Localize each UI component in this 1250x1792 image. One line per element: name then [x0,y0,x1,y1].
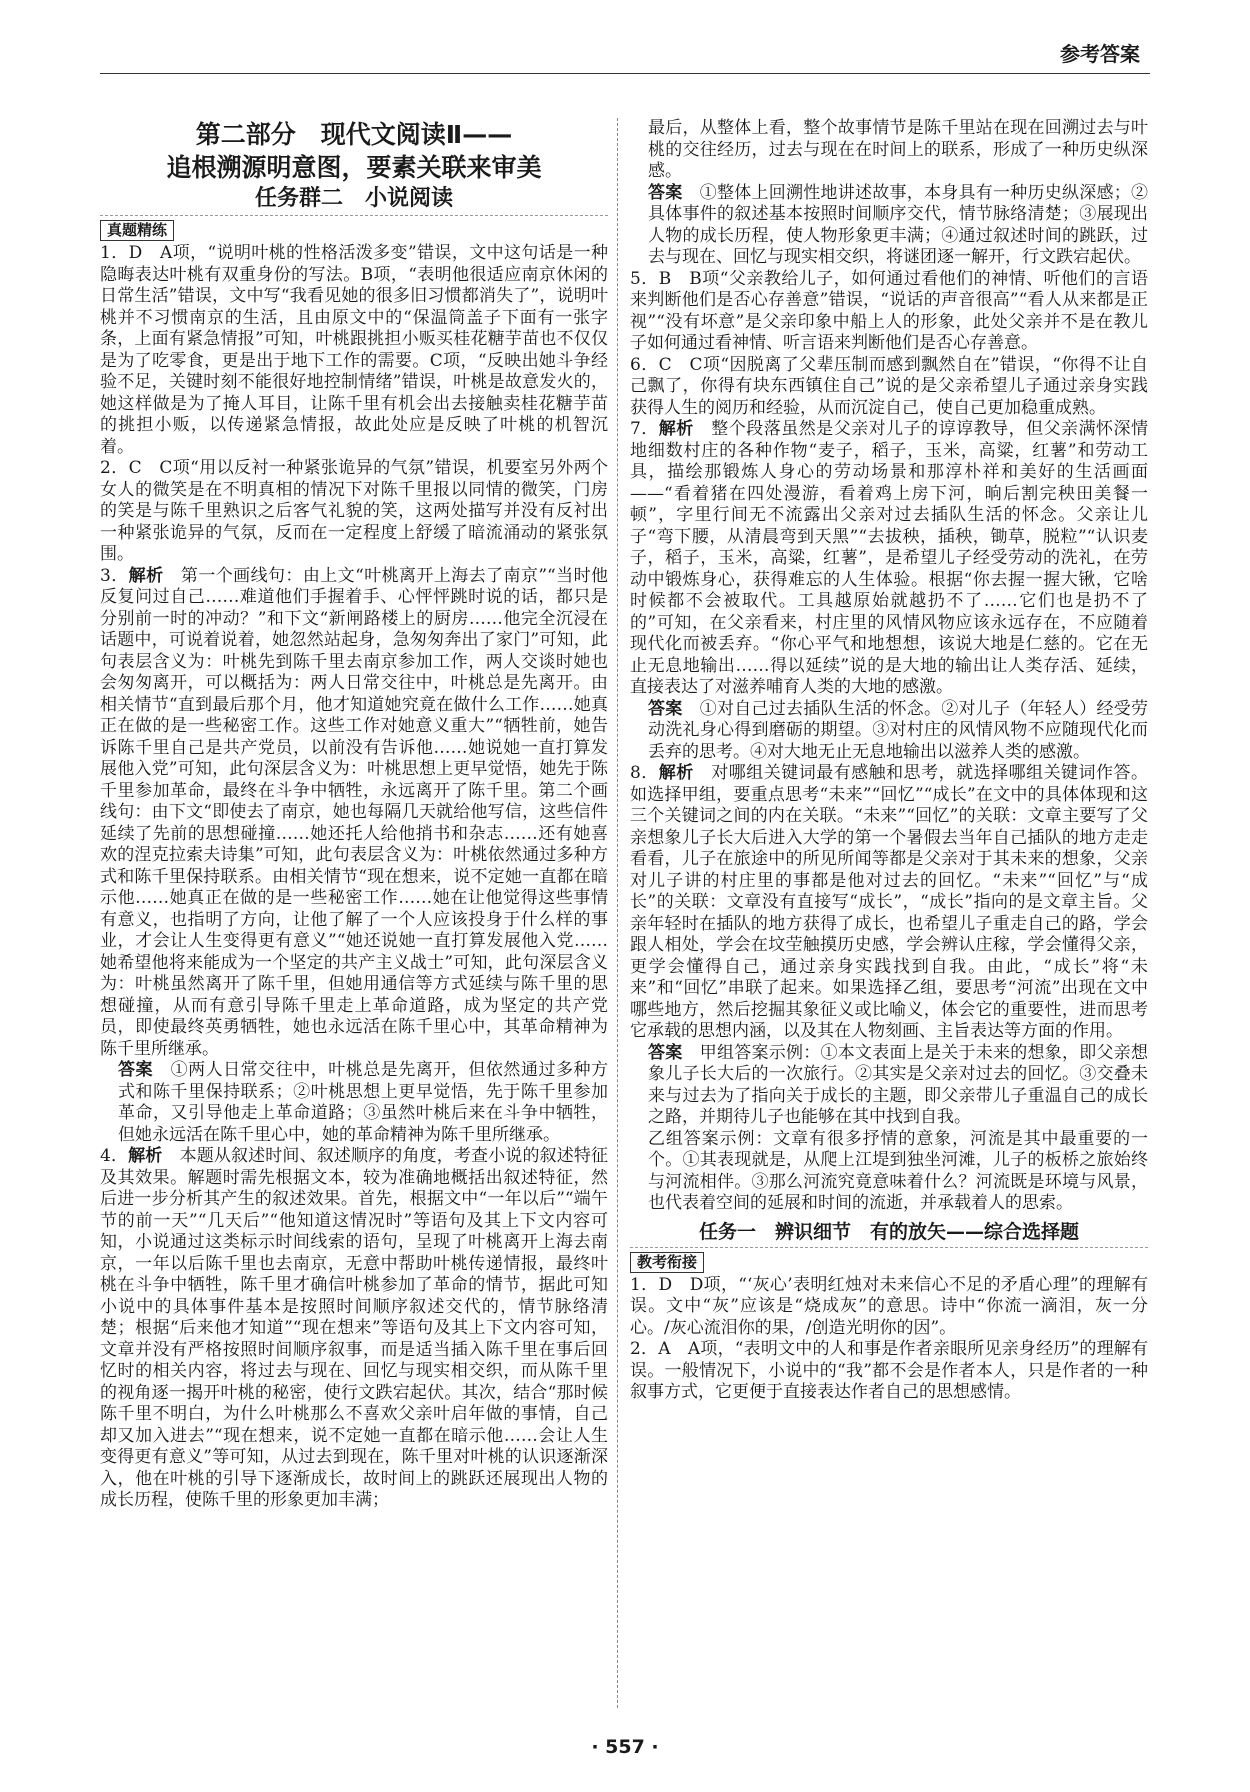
analysis-label: 解析 [128,1146,163,1166]
section-rule [100,215,608,216]
answer-q7: 7．解析 整个段落虽然是父亲对儿子的谆谆教导，但父亲满怀深情地细数村庄的各种作物“麦子，稻子，玉米，高粱，红薯”和劳动工具，描绘那锻炼人身心的劳动场景和那淳朴祥和美好的生活画面——“看着猪在四处漫游，看着鸡上房下河，晌后割完秧田美餐一顿”，字里行间无不流露出父亲对过去插队生活的怀念。父亲让儿子“弯下腰，从清晨弯到天黑”“去拔秧，插秧，锄草，脱粒”“认识麦子，稻子，玉米，高粱，红薯”，是希望儿子经受劳动的洗礼，在劳动中锻炼身心，获得难忘的人生体验。根据“你去握一握大锹，它啥时候都不会被取代。工具越原始就越扔不了……它们也是扔不了的”可知，在父亲看来，村庄里的风情风物应该永远存在，不应随着现代化而被丢弃。“你心平气和地想想，该说大地是仁慈的。它在无止无息地输出……得以延续”说的是大地的输出让人类存活、延续，直接表达了对滋养哺育人类的大地的感激。 [630,419,1149,697]
analysis-text: 第一个画线句：由上文“叶桃离开上海去了南京”“当时他反复问过自己……难道他们手握着手、心怦怦跳时说的话，都只是分别前一时的冲动？”和下文“新闸路楼上的厨房……他完全沉浸在话题中，可说着说着，她忽然站起身，急匆匆奔出了家门”可知，此句表层含义为：叶桃先到陈千里去南京参加工作，两人交谈时她也会匆匆离开，可以概括为：两人日常交往中，叶桃总是先离开。由相关情节“直到最后那个月，他才知道她究竟在做什么工作……她真正在做的是一些秘密工作。这些工作对她意义重大”“牺牲前，她告诉陈千里自己是共产党员，以前没有告诉他……她说她一直打算发展他入党”可知，此句深层含义为：叶桃思想上更早觉悟，她先于陈千里参加革命，最终在斗争中牺牲，永远离开了陈千里。第二个画线句：由下文“即使去了南京，她也每隔几天就给他写信，这些信件延续了先前的思想碰撞……她还托人给他捎书和杂志……还有她喜欢的涅克拉索夫诗集”可知，此句表层含义为：叶桃依然通过多种方式和陈千里保持联系。由相关情节“现在想来，说不定她一直都在暗示他……她真正在做的是一些秘密工作……她在让他觉得这些事情有意义，也指明了方向，让他了解了一个人应该投身于什么样的事业，才会让人生变得更有意义”“她还说她一直打算发展他入党……她希望他将来能成为一个坚定的共产主义战士”可知，此句深层含义为：叶桃虽然离开了陈千里，但她用通信等方式延续与陈千里的思想碰撞，从而有意引导陈千里走上革命道路，成为坚定的共产党员，即使最终英勇牺牲，她也永远活在陈千里心中，其革命精神为陈千里所继承。 [100,565,609,1059]
task-heading: 任务一 辨识细节 有的放矢——综合选择题 [698,1220,1079,1243]
answer-label: 答案 [648,1042,683,1063]
answer-label: 答案 [648,182,683,203]
title-line-2: 追根溯源明意图，要素关联来审美 [166,153,542,182]
answer-text: ①两人日常交往中，叶桃总是先离开，但依然通过多种方式和陈千里保持联系；②叶桃思想上更早觉悟，先于陈千里参加革命，又引导他走上革命道路；③虽然叶桃后来在斗争中牺牲，但她永远活在陈千里心中，她的革命精神为陈千里所继承。 [118,1060,609,1145]
answer-label: 答案 [118,1060,154,1080]
answer-q4: 4．解析 本题从叙述时间、叙述顺序的角度，考查小说的叙述特征及其效果。解题时需先根据文本，较为准确地概括出叙述特征，然后进一步分析其产生的叙述效果。首先，根据文中“一年以后”“端午节的前一天”“几天后”“他知道这情况时”等语句及其上下文内容可知，小说通过这类标示时间线索的语句，呈现了叶桃离开上海去南京，一年以后陈千里也去南京，无意中帮助叶桃传递情报，最终叶桃在斗争中牺牲，陈千里才确信叶桃参加了革命的情节，据此可知小说中的具体事件基本是按照时间顺序叙述交代的，情节脉络清楚；根据“后来他才知道”“现在想来”等语句及其上下文内容可知，文章并没有严格按照时间顺序叙事，而是适当插入陈千里在事后回忆时的相关内容，将过去与现在、回忆与现实相交织，而从陈千里的视角逐一揭开叶桃的秘密，使行文跌宕起伏。其次，结合“那时候陈千里不明白，为什么叶桃那么不喜欢父亲叶启年做的事情，自己却又加入进去”“现在想来，说不定她一直都在暗示他……会让人生变得更有意义”等可知，从过去到现在，陈千里对叶桃的认识逐渐深入，他在叶桃的引导下逐渐成长，故时间上的跳跃还展现出人物的成长历程，使陈千里的形象更加丰满； [100,1146,609,1510]
answer-q8: 8．解析 对哪组关键词最有感触和思考，就选择哪组关键词作答。如选择甲组，要重点思考“未来”“回忆”“成长”在文中的具体体现和这三个关键词之间的内在关联。“未来”“回忆”的关联：文章主要写了父亲想象儿子长大后进入大学的第一个暑假去当年自己插队的地方走走看看，儿子在旅途中的所见所闻等都是父亲对于其未来的想象，父亲对儿子讲的村庄里的事都是他对过去的回忆。“未来”“回忆”与“成长”的关联：文章没有直接写“成长”，“成长”指向的是文章主旨。父亲年轻时在插队的地方获得了成长，也希望儿子重走自己的路，学会跟人相处，学会在坟茔触摸历史感，学会辨认庄稼，学会懂得父亲，更学会懂得自己，通过亲身实践找到自我。由此，“成长”将“未来”和“回忆”串联了起来。如果选择乙组，要思考“河流”出现在文中哪些地方，然后挖掘其象征义或比喻义，体会它的重要性，进而思考它承载的思想内涵，以及其在人物刻画、主旨表达等方面的作用。 [630,763,1149,1041]
column-divider [617,118,618,1708]
answer-q3-key [100,1060,608,1146]
answer-q4-cont: 最后，从整体上看，整个故事情节是陈千里站在现在回溯过去与叶桃的交往经历，过去与现在在时间上的联系，形成了一种历史纵深感。 [648,118,1148,181]
box-label-teaching: 教考衔接 [630,1252,704,1273]
answer-text: ①整体上回溯性地讲述故事，本身具有一种历史纵深感；②具体事件的叙述基本按照时间顺序交代，情节脉络清楚；③展现出人物的成长历程，使人物形象更丰满；④通过叙述时间的跳跃，过去与现在、回忆与现实相交织，将谜团逐一解开，行文跌宕起伏。 [648,182,1148,267]
title-line-1: 第二部分 现代文阅读Ⅱ—— [195,120,513,149]
header-tag: 参考答案 [1060,42,1140,66]
analysis-text: 对哪组关键词最有感触和思考，就选择哪组关键词作答。如选择甲组，要重点思考“未来”“回忆”“成长”在文中的具体体现和这三个关键词之间的内在关联。“未来”“回忆”的关联：文章主要写了父亲想象儿子长大后进入大学的第一个暑假去当年自己插队的地方走走看看，儿子在旅途中的所见所闻等都是父亲对于其未来的想象，父亲对儿子讲的村庄里的事都是他对过去的回忆。“未来”“回忆”与“成长”的关联：文章没有直接写“成长”，“成长”指向的是文章主旨。父亲年轻时在插队的地方获得了成长，也希望儿子重走自己的路，学会跟人相处，学会在坟茔触摸历史感，学会辨认庄稼，学会懂得父亲，更学会懂得自己，通过亲身实践找到自我。由此，“成长”将“未来”和“回忆”串联了起来。如果选择乙组，要思考“河流”出现在文中哪些地方，然后挖掘其象征义或比喻义，体会它的重要性，进而思考它承载的思想内涵，以及其在人物刻画、主旨表达等方面的作用。 [630,763,1149,1041]
analysis-label: 解析 [658,419,694,439]
analysis-label: 解析 [128,565,164,586]
answer-t1: 1．D D项，“‘灰心’表明红烛对未来信心不足的矛盾心理”的理解有误。文中“灰”应该是“烧成灰”的意思。诗中“你流一滴泪，灰一分心。/灰心流泪你的果，/创造光明你的因”。 [630,1274,1148,1338]
answer-q3: 3．解析 第一个画线句：由上文“叶桃离开上海去了南京”“当时他反复问过自己……难道他们手握着手、心怦怦跳时说的话，都只是分别前一时的冲动？”和下文“新闸路楼上的厨房……他完全沉浸在话题中，可说着说着，她忽然站起身，急匆匆奔出了家门”可知，此句表层含义为：叶桃先到陈千里去南京参加工作，两人交谈时她也会匆匆离开，可以概括为：两人日常交往中，叶桃总是先离开。由相关情节“直到最后那个月，他才知道她究竟在做什么工作……她真正在做的是一些秘密工作。这些工作对她意义重大”“牺牲前，她告诉陈千里自己是共产党员，以前没有告诉他……她说她一直打算发展他入党”可知，此句深层含义为：叶桃思想上更早觉悟，她先于陈千里参加革命，最终在斗争中牺牲，永远离开了陈千里。第二个画线句：由下文“即使去了南京，她也每隔几天就给他写信，这些信件延续了先前的思想碰撞……她还托人给他捎书和杂志……还有她喜欢的涅克拉索夫诗集”可知，此句表层含义为：叶桃依然通过多种方式和陈千里保持联系。由相关情节“现在想来，说不定她一直都在暗示他……她真正在做的是一些秘密工作……她在让他觉得这些事情有意义，也指明了方向，让他了解了一个人应该投身于什么样的事业，才会让人生变得更有意义”“她还说她一直打算发展他入党……她希望他将来能成为一个坚定的共产主义战士”可知，此句深层含义为：叶桃虽然离开了陈千里，但她用通信等方式延续与陈千里的思想碰撞，从而有意引导陈千里走上革命道路，成为坚定的共产党员，即使最终英勇牺牲，她也永远活在陈千里心中，其革命精神为陈千里所继承。 [100,565,609,1059]
analysis-text: 整个段落虽然是父亲对儿子的谆谆教导，但父亲满怀深情地细数村庄的各种作物“麦子，稻子，玉米，高粱，红薯”和劳动工具，描绘那锻炼人身心的劳动场景和那淳朴祥和美好的生活画面——“看着猪在四处漫游，看着鸡上房下河，晌后割完秧田美餐一顿”，字里行间无不流露出父亲对过去插队生活的怀念。父亲让儿子“弯下腰，从清晨弯到天黑”“去拔秧，插秧，锄草，脱粒”“认识麦子，稻子，玉米，高粱，红薯”，是希望儿子经受劳动的洗礼，在劳动中锻炼身心，获得难忘的人生体验。根据“你去握一握大锹，它啥时候都不会被取代。工具越原始就越扔不了……它们也是扔不了的”可知，在父亲看来，村庄里的风情风物应该永远存在，不应随着现代化而被丢弃。“你心平气和地想想，该说大地是仁慈的。它在无止无息地输出……得以延续”说的是大地的输出让人类存活、延续，直接表达了对滋养哺育人类的大地的感激。 [630,419,1149,697]
answer-text: 甲组答案示例：①本文表面上是关于未来的想象，即父亲想象儿子长大后的一次旅行。②其实是父亲对过去的回忆。③交叠未来与过去为了指向关于成长的主题，即父亲带儿子重温自己的成长之路，并期待儿子也能够在其中找到自我。 [648,1042,1148,1127]
title-line-3: 任务群二 小说阅读 [254,186,453,211]
answer-text: ①对自己过去插队生活的怀念。②对儿子（年轻人）经受劳动洗礼身心得到磨砺的期望。③对村庄的风情风物不应随现代化而丢弃的思考。④对大地无止无息地输出以滋养人类的感激。 [648,698,1148,762]
answer-q4-key [630,183,1148,269]
answer-q2: 2．C C项“用以反衬一种紧张诡异的气氛”错误，机要室另外两个女人的微笑是在不明真相的情况下对陈千里报以同情的微笑，门房的笑是与陈千里熟识之后客气礼貌的笑，这两处描写并没有反衬出一种紧张诡异的气氛，反而在一定程度上舒缓了暗流涌动的紧张氛围。 [100,458,608,564]
answer-q6: 6．C C项“因脱离了父辈压制而感到飘然自在”错误，“你得不让自己飘了，你得有块东西镇住自己”说的是父亲希望儿子通过亲身实践获得人生的阅历和经验，从而沉淀自己，使自己更加稳重成熟。 [630,354,1148,418]
right-column [630,118,1148,1404]
section-title [100,118,608,213]
answer-label: 答案 [648,698,683,719]
answer-q8-key-a [630,1043,1148,1129]
page-number: · 557 · [591,1736,659,1758]
task-rule [630,1247,1148,1248]
left-column [100,118,608,1512]
section-label: 真题精练 [100,220,174,241]
answer-t2: 2．A A项，“表明文中的人和事是作者亲眼所见亲身经历”的理解有误。一般情况下，小说中的“我”都不会是作者本人，只是作者的一种叙事方式，它更便于直接表达作者自己的思想感情。 [630,1339,1148,1402]
answer-q8-key-b: 乙组答案示例：文章有很多抒情的意象，河流是其中最重要的一个。①其表现就是，从爬上江堤到独坐河滩，儿子的板桥之旅始终与河流相伴。③那么河流究竟意味着什么？河流既是环境与风景，也代表着空间的延展和时间的流逝，并承载着人的思索。 [648,1128,1148,1213]
analysis-label: 解析 [658,763,694,783]
analysis-text: 本题从叙述时间、叙述顺序的角度，考查小说的叙述特征及其效果。解题时需先根据文本，较为准确地概括出叙述特征，然后进一步分析其产生的叙述效果。首先，根据文中“一年以后”“端午节的前一天”“几天后”“他知道这情况时”等语句及其上下文内容可知，小说通过这类标示时间线索的语句，呈现了叶桃离开上海去南京，一年以后陈千里也去南京，无意中帮助叶桃传递情报，最终叶桃在斗争中牺牲，陈千里才确信叶桃参加了革命的情节，据此可知小说中的具体事件基本是按照时间顺序叙述交代的，情节脉络清楚；根据“后来他才知道”“现在想来”等语句及其上下文内容可知，文章并没有严格按照时间顺序叙事，而是适当插入陈千里在事后回忆时的相关内容，将过去与现在、回忆与现实相交织，而从陈千里的视角逐一揭开叶桃的秘密，使行文跌宕起伏。其次，结合“那时候陈千里不明白，为什么叶桃那么不喜欢父亲叶启年做的事情，自己却又加入进去”“现在想来，说不定她一直都在暗示他……会让人生变得更有意义”等可知，从过去到现在，陈千里对叶桃的认识逐渐深入，他在叶桃的引导下逐渐成长，故时间上的跳跃还展现出人物的成长历程，使陈千里的形象更加丰满； [100,1146,609,1510]
header-rule [100,73,1150,74]
answer-q5: 5．B B项“父亲教给儿子，如何通过看他们的神情、听他们的言语来判断他们是否心存善意”错误，“说话的声音很高”“看人从来都是正视”“没有坏意”是父亲印象中船上人的形象，此处父亲并不是在教儿子如何通过看神情、听言语来判断他们是否心存善意。 [630,268,1148,353]
answer-q1: 1．D A项，“说明叶桃的性格活泼多变”错误，文中这句话是一种隐晦表达叶桃有双重身份的写法。B项，“表明他很适应南京休闲的日常生活”错误，文中写“我看见她的很多旧习惯都消失了”，说明叶桃并不习惯南京的生活，且由原文中的“保温筒盖子下面有一张字条，上面有紧急情报”可知，叶桃跟挑担小贩买桂花糖芋苗也不仅仅是为了吃零食，更是出于地下工作的需要。C项，“反映出她斗争经验不足，关键时刻不能很好地控制情绪”错误，叶桃是故意发火的，她这样做是为了掩人耳目，让陈千里有机会出去接触卖桂花糖芋苗的挑担小贩，以传递紧急情报，故此处应是反映了叶桃的机智沉着。 [100,243,608,457]
answer-q7-key [630,699,1148,764]
